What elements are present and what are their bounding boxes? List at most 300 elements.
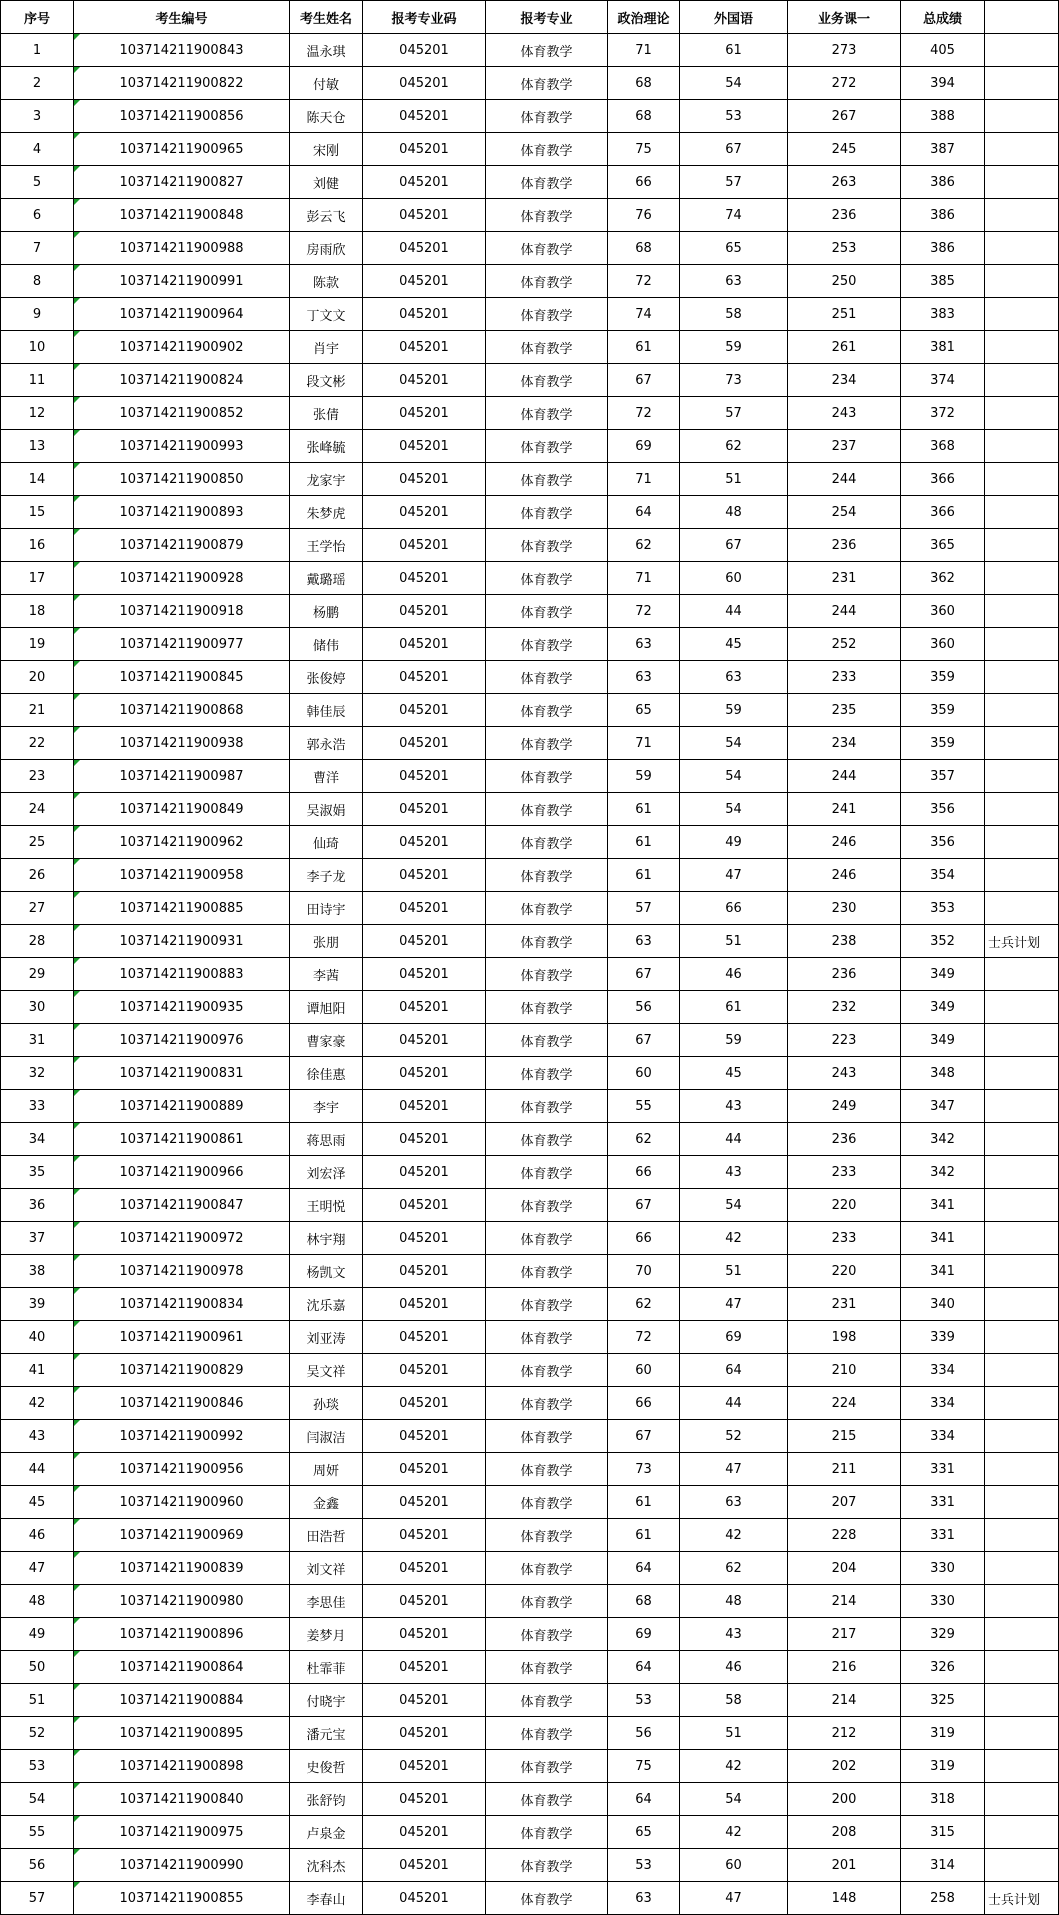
col-note-cell [985,958,1059,991]
col-index-cell: 15 [1,496,74,529]
col-foreign-language-cell: 73 [680,364,788,397]
table-row [1,1288,1059,1321]
col-subject-one-cell: 272 [788,67,901,100]
col-name-cell: 蒋思雨 [290,1123,363,1156]
col-note-cell [985,1321,1059,1354]
table-row [1,133,1059,166]
col-candidate-id-cell: 103714211900993 [74,430,290,463]
table-body [1,34,1059,1915]
col-foreign-language-cell: 74 [680,199,788,232]
col-candidate-id-cell: 103714211900958 [74,859,290,892]
col-foreign-language-cell: 43 [680,1618,788,1651]
col-candidate-id-cell: 103714211900884 [74,1684,290,1717]
col-candidate-id-cell: 103714211900992 [74,1420,290,1453]
col-major-code-cell: 045201 [363,1354,486,1387]
col-total-cell: 352 [901,925,985,958]
col-index-cell: 29 [1,958,74,991]
col-index-cell: 4 [1,133,74,166]
table-row [1,661,1059,694]
col-major-code-cell: 045201 [363,331,486,364]
header-row [1,1,1059,34]
col-name-cell: 刘宏泽 [290,1156,363,1189]
col-total-cell: 386 [901,232,985,265]
col-candidate-id-cell: 103714211900893 [74,496,290,529]
col-politics-cell: 61 [608,1486,680,1519]
col-politics-cell: 56 [608,1717,680,1750]
col-name-cell: 林宇翔 [290,1222,363,1255]
col-major-cell: 体育教学 [486,1156,608,1189]
col-total-cell: 354 [901,859,985,892]
col-total-cell: 334 [901,1354,985,1387]
col-major-cell: 体育教学 [486,1057,608,1090]
col-politics-cell: 76 [608,199,680,232]
col-major-code-cell: 045201 [363,1024,486,1057]
col-note-cell [985,826,1059,859]
col-candidate-id-cell: 103714211900956 [74,1453,290,1486]
col-total-cell: 334 [901,1420,985,1453]
col-total-cell: 331 [901,1519,985,1552]
col-index-cell: 26 [1,859,74,892]
col-name-cell: 史俊哲 [290,1750,363,1783]
col-index-cell: 51 [1,1684,74,1717]
col-foreign-language-cell: 48 [680,1585,788,1618]
col-index-cell: 14 [1,463,74,496]
col-politics-cell: 53 [608,1684,680,1717]
col-foreign-language-cell: 51 [680,463,788,496]
col-subject-one-cell: 244 [788,463,901,496]
col-major-code-cell: 045201 [363,430,486,463]
col-major-cell: 体育教学 [486,397,608,430]
col-candidate-id-cell: 103714211900938 [74,727,290,760]
col-index-cell: 48 [1,1585,74,1618]
col-foreign-language-cell: 54 [680,760,788,793]
col-name-cell: 戴璐瑶 [290,562,363,595]
col-politics-cell: 59 [608,760,680,793]
col-major-code-cell: 045201 [363,661,486,694]
col-total-cell: 381 [901,331,985,364]
col-index-cell: 57 [1,1882,74,1915]
col-politics-cell: 73 [608,1453,680,1486]
col-foreign-language-cell: 62 [680,430,788,463]
col-note-cell [985,1552,1059,1585]
col-index-cell: 7 [1,232,74,265]
col-total-cell: 359 [901,694,985,727]
col-foreign-language-cell: 60 [680,562,788,595]
table-row [1,298,1059,331]
col-major-code-cell: 045201 [363,1585,486,1618]
col-subject-one-cell: 236 [788,1123,901,1156]
col-major-cell: 体育教学 [486,34,608,67]
col-subject-one-cell: 201 [788,1849,901,1882]
col-foreign-language-cell: 63 [680,265,788,298]
col-major-code-cell: 045201 [363,694,486,727]
col-index-cell: 50 [1,1651,74,1684]
table-row [1,595,1059,628]
col-candidate-id-cell: 103714211900839 [74,1552,290,1585]
col-candidate-id-cell: 103714211900980 [74,1585,290,1618]
col-foreign-language-cell: 62 [680,1552,788,1585]
col-politics-cell: 72 [608,595,680,628]
table-row [1,1222,1059,1255]
col-total-cell: 326 [901,1651,985,1684]
col-note-cell [985,595,1059,628]
col-foreign-language-cell: 58 [680,298,788,331]
table-header [1,1,1059,34]
col-candidate-id-cell: 103714211900931 [74,925,290,958]
col-foreign-language-cell: 63 [680,1486,788,1519]
col-politics-cell: 67 [608,364,680,397]
col-candidate-id-cell: 103714211900879 [74,529,290,562]
col-politics-cell: 64 [608,1651,680,1684]
col-name-cell: 姜梦月 [290,1618,363,1651]
col-total-cell: 356 [901,793,985,826]
col-index-cell: 12 [1,397,74,430]
col-candidate-id-cell: 103714211900976 [74,1024,290,1057]
col-note-cell [985,1354,1059,1387]
col-total-cell: 349 [901,991,985,1024]
col-index-cell: 10 [1,331,74,364]
col-subject-one-cell: 216 [788,1651,901,1684]
col-total-cell: 362 [901,562,985,595]
col-subject-one-cell: 200 [788,1783,901,1816]
col-candidate-id-cell: 103714211900962 [74,826,290,859]
col-foreign-language-cell: 57 [680,397,788,430]
table-row [1,496,1059,529]
table-row [1,1618,1059,1651]
col-subject-one-cell: 234 [788,364,901,397]
col-subject-one-cell: 254 [788,496,901,529]
col-index-cell: 20 [1,661,74,694]
col-major-cell: 体育教学 [486,67,608,100]
col-subject-one-cell: 235 [788,694,901,727]
col-subject-one-cell: 207 [788,1486,901,1519]
col-politics-cell: 67 [608,1024,680,1057]
col-note-cell: 士兵计划 [985,1882,1059,1915]
col-index-cell: 18 [1,595,74,628]
col-subject-one-cell: 208 [788,1816,901,1849]
col-major-cell: 体育教学 [486,859,608,892]
table-row [1,1255,1059,1288]
col-major-code-cell: 045201 [363,1552,486,1585]
col-total-cell: 359 [901,727,985,760]
col-index-cell: 45 [1,1486,74,1519]
col-major-cell: 体育教学 [486,1750,608,1783]
col-foreign-language-cell: 61 [680,991,788,1024]
col-major-code-cell: 045201 [363,1849,486,1882]
col-major-code-cell: 045201 [363,826,486,859]
col-index-cell: 42 [1,1387,74,1420]
col-name-cell: 谭旭阳 [290,991,363,1024]
col-politics-cell: 61 [608,331,680,364]
col-index-cell: 22 [1,727,74,760]
col-major-code-cell: 045201 [363,1486,486,1519]
col-subject-one-cell: 236 [788,958,901,991]
col-major-code-cell: 045201 [363,529,486,562]
col-name-cell: 杨凯文 [290,1255,363,1288]
col-name-cell: 仙琦 [290,826,363,859]
col-politics-cell: 69 [608,1618,680,1651]
table-row [1,1387,1059,1420]
col-politics-cell: 65 [608,694,680,727]
col-foreign-language-cell: 67 [680,133,788,166]
header-col-foreign-language: 外国语 [680,1,788,34]
col-total-cell: 331 [901,1486,985,1519]
col-note-cell [985,859,1059,892]
col-major-cell: 体育教学 [486,1849,608,1882]
col-note-cell [985,463,1059,496]
col-note-cell [985,232,1059,265]
col-major-code-cell: 045201 [363,397,486,430]
col-politics-cell: 63 [608,1882,680,1915]
col-foreign-language-cell: 43 [680,1156,788,1189]
col-politics-cell: 71 [608,562,680,595]
col-politics-cell: 62 [608,1123,680,1156]
col-note-cell [985,1189,1059,1222]
col-major-cell: 体育教学 [486,430,608,463]
col-candidate-id-cell: 103714211900965 [74,133,290,166]
col-major-code-cell: 045201 [363,133,486,166]
col-total-cell: 347 [901,1090,985,1123]
col-name-cell: 郭永浩 [290,727,363,760]
col-major-cell: 体育教学 [486,1519,608,1552]
col-candidate-id-cell: 103714211900960 [74,1486,290,1519]
col-foreign-language-cell: 57 [680,166,788,199]
header-col-total: 总成绩 [901,1,985,34]
col-major-code-cell: 045201 [363,1717,486,1750]
col-note-cell [985,991,1059,1024]
col-foreign-language-cell: 44 [680,595,788,628]
col-candidate-id-cell: 103714211900988 [74,232,290,265]
col-subject-one-cell: 232 [788,991,901,1024]
col-major-cell: 体育教学 [486,1387,608,1420]
col-subject-one-cell: 223 [788,1024,901,1057]
col-major-cell: 体育教学 [486,1816,608,1849]
col-candidate-id-cell: 103714211900896 [74,1618,290,1651]
table-row [1,958,1059,991]
col-major-code-cell: 045201 [363,760,486,793]
col-index-cell: 36 [1,1189,74,1222]
col-foreign-language-cell: 54 [680,67,788,100]
col-candidate-id-cell: 103714211900883 [74,958,290,991]
col-total-cell: 359 [901,661,985,694]
col-candidate-id-cell: 103714211900935 [74,991,290,1024]
col-subject-one-cell: 234 [788,727,901,760]
col-total-cell: 318 [901,1783,985,1816]
col-foreign-language-cell: 47 [680,1882,788,1915]
col-note-cell [985,34,1059,67]
col-subject-one-cell: 251 [788,298,901,331]
col-note-cell [985,331,1059,364]
table-row [1,1189,1059,1222]
col-major-cell: 体育教学 [486,562,608,595]
col-name-cell: 宋刚 [290,133,363,166]
col-subject-one-cell: 220 [788,1255,901,1288]
col-foreign-language-cell: 65 [680,232,788,265]
col-politics-cell: 69 [608,430,680,463]
col-major-cell: 体育教学 [486,1552,608,1585]
table-row [1,232,1059,265]
col-total-cell: 356 [901,826,985,859]
col-politics-cell: 66 [608,166,680,199]
table-row [1,1816,1059,1849]
col-major-cell: 体育教学 [486,1354,608,1387]
col-politics-cell: 61 [608,793,680,826]
col-candidate-id-cell: 103714211900898 [74,1750,290,1783]
col-total-cell: 334 [901,1387,985,1420]
col-note-cell [985,133,1059,166]
col-major-cell: 体育教学 [486,331,608,364]
col-name-cell: 李宇 [290,1090,363,1123]
table-row [1,694,1059,727]
col-subject-one-cell: 230 [788,892,901,925]
col-subject-one-cell: 244 [788,760,901,793]
col-subject-one-cell: 273 [788,34,901,67]
col-subject-one-cell: 215 [788,1420,901,1453]
col-name-cell: 李思佳 [290,1585,363,1618]
col-politics-cell: 63 [608,628,680,661]
table-row [1,1156,1059,1189]
col-foreign-language-cell: 42 [680,1222,788,1255]
header-col-subject-one: 业务课一 [788,1,901,34]
col-index-cell: 40 [1,1321,74,1354]
col-index-cell: 23 [1,760,74,793]
col-major-code-cell: 045201 [363,298,486,331]
col-name-cell: 徐佳惠 [290,1057,363,1090]
col-major-cell: 体育教学 [486,1453,608,1486]
col-total-cell: 360 [901,595,985,628]
col-candidate-id-cell: 103714211900990 [74,1849,290,1882]
col-politics-cell: 67 [608,958,680,991]
col-politics-cell: 66 [608,1156,680,1189]
col-politics-cell: 63 [608,661,680,694]
col-major-cell: 体育教学 [486,463,608,496]
col-candidate-id-cell: 103714211900855 [74,1882,290,1915]
col-index-cell: 39 [1,1288,74,1321]
col-major-cell: 体育教学 [486,1618,608,1651]
col-subject-one-cell: 238 [788,925,901,958]
table-row [1,991,1059,1024]
col-foreign-language-cell: 66 [680,892,788,925]
col-note-cell [985,760,1059,793]
col-index-cell: 27 [1,892,74,925]
col-foreign-language-cell: 46 [680,1651,788,1684]
col-name-cell: 张峰毓 [290,430,363,463]
col-foreign-language-cell: 47 [680,1453,788,1486]
col-foreign-language-cell: 54 [680,793,788,826]
col-note-cell [985,1585,1059,1618]
col-subject-one-cell: 252 [788,628,901,661]
col-major-cell: 体育教学 [486,496,608,529]
col-subject-one-cell: 212 [788,1717,901,1750]
table-row [1,1123,1059,1156]
col-politics-cell: 72 [608,265,680,298]
col-total-cell: 342 [901,1123,985,1156]
col-major-cell: 体育教学 [486,826,608,859]
col-note-cell [985,397,1059,430]
col-index-cell: 21 [1,694,74,727]
col-subject-one-cell: 214 [788,1585,901,1618]
col-name-cell: 李茜 [290,958,363,991]
col-major-cell: 体育教学 [486,1222,608,1255]
col-subject-one-cell: 250 [788,265,901,298]
col-major-cell: 体育教学 [486,958,608,991]
table-row [1,1882,1059,1915]
col-major-cell: 体育教学 [486,925,608,958]
col-subject-one-cell: 233 [788,1222,901,1255]
col-foreign-language-cell: 48 [680,496,788,529]
col-foreign-language-cell: 51 [680,925,788,958]
col-foreign-language-cell: 53 [680,100,788,133]
col-name-cell: 潘元宝 [290,1717,363,1750]
col-total-cell: 329 [901,1618,985,1651]
col-note-cell [985,562,1059,595]
col-name-cell: 刘健 [290,166,363,199]
col-foreign-language-cell: 69 [680,1321,788,1354]
col-politics-cell: 62 [608,529,680,562]
col-index-cell: 49 [1,1618,74,1651]
col-note-cell [985,1420,1059,1453]
col-major-cell: 体育教学 [486,595,608,628]
col-candidate-id-cell: 103714211900977 [74,628,290,661]
col-foreign-language-cell: 51 [680,1717,788,1750]
table-row [1,430,1059,463]
col-subject-one-cell: 148 [788,1882,901,1915]
col-major-cell: 体育教学 [486,100,608,133]
col-index-cell: 28 [1,925,74,958]
header-col-name: 考生姓名 [290,1,363,34]
col-total-cell: 353 [901,892,985,925]
col-foreign-language-cell: 49 [680,826,788,859]
col-index-cell: 25 [1,826,74,859]
col-major-code-cell: 045201 [363,463,486,496]
col-note-cell [985,265,1059,298]
col-candidate-id-cell: 103714211900845 [74,661,290,694]
col-politics-cell: 75 [608,133,680,166]
col-politics-cell: 71 [608,34,680,67]
col-note-cell [985,1717,1059,1750]
col-foreign-language-cell: 54 [680,1189,788,1222]
col-total-cell: 383 [901,298,985,331]
table-row [1,331,1059,364]
col-foreign-language-cell: 64 [680,1354,788,1387]
col-major-code-cell: 045201 [363,1750,486,1783]
col-major-cell: 体育教学 [486,628,608,661]
col-politics-cell: 63 [608,925,680,958]
col-total-cell: 368 [901,430,985,463]
col-foreign-language-cell: 44 [680,1387,788,1420]
col-major-code-cell: 045201 [363,1420,486,1453]
table-row [1,397,1059,430]
col-name-cell: 肖宇 [290,331,363,364]
col-politics-cell: 68 [608,100,680,133]
table-row [1,1321,1059,1354]
col-index-cell: 47 [1,1552,74,1585]
col-total-cell: 331 [901,1453,985,1486]
col-name-cell: 温永琪 [290,34,363,67]
col-major-code-cell: 045201 [363,892,486,925]
table-row [1,1090,1059,1123]
col-candidate-id-cell: 103714211900902 [74,331,290,364]
col-major-cell: 体育教学 [486,1651,608,1684]
col-foreign-language-cell: 59 [680,1024,788,1057]
col-major-cell: 体育教学 [486,1024,608,1057]
col-politics-cell: 60 [608,1354,680,1387]
col-politics-cell: 72 [608,1321,680,1354]
col-subject-one-cell: 233 [788,1156,901,1189]
col-candidate-id-cell: 103714211900829 [74,1354,290,1387]
col-major-cell: 体育教学 [486,694,608,727]
col-name-cell: 龙家宇 [290,463,363,496]
